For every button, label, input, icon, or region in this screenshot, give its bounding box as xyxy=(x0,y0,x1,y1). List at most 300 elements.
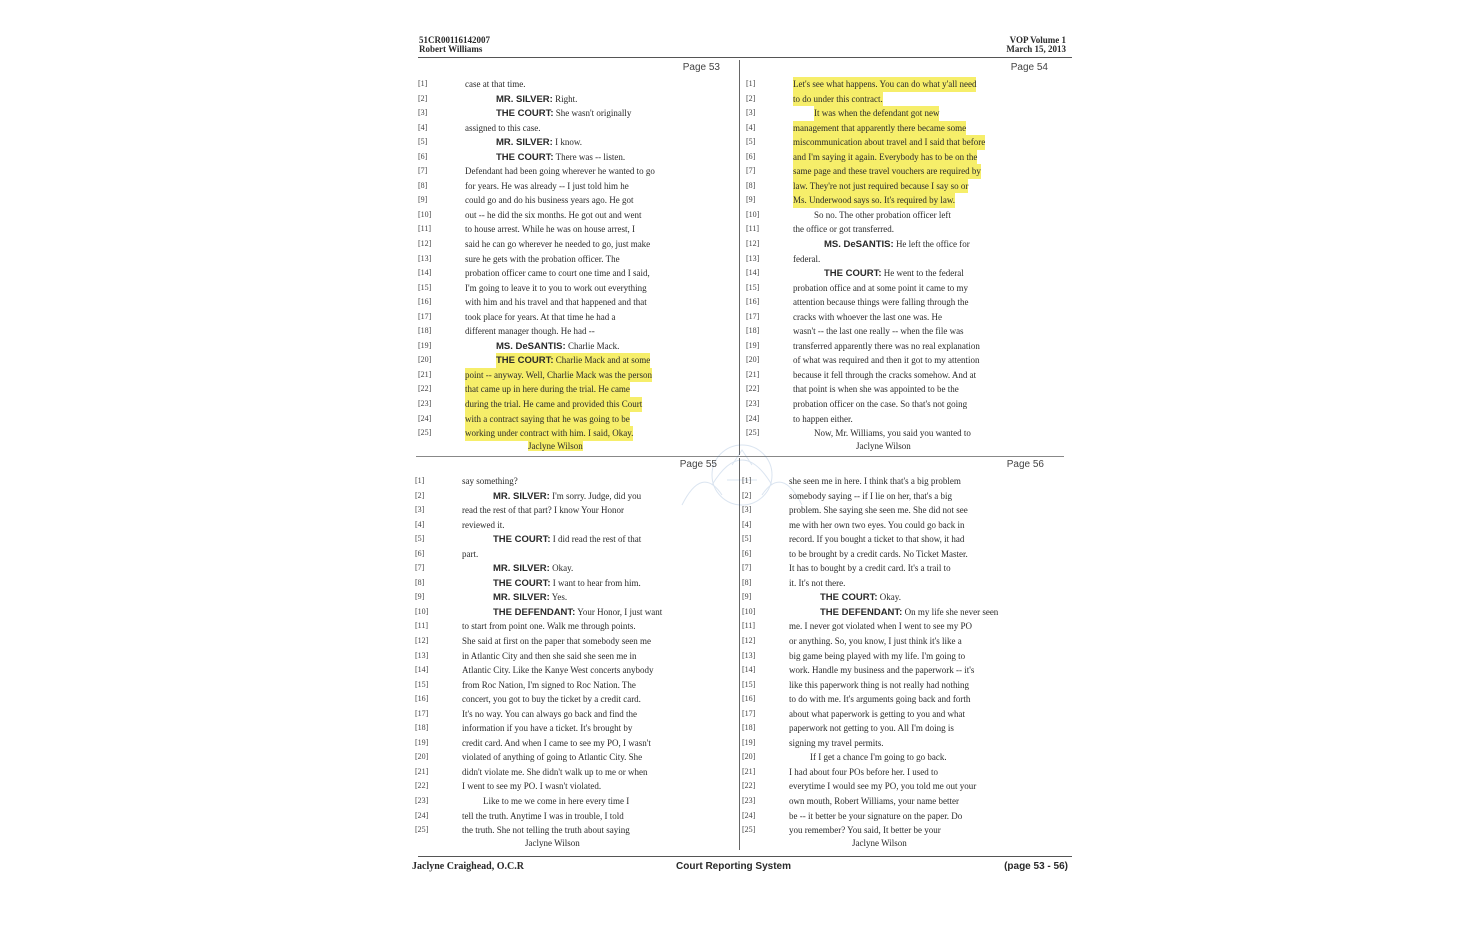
spoken-text: me with her own two eyes. You could go back in xyxy=(789,519,965,530)
header-left xyxy=(419,36,490,54)
line-text xyxy=(820,590,901,606)
line-text xyxy=(793,281,968,296)
spoken-text: miscommunication about travel and I said that before xyxy=(793,137,986,148)
line-number: [19] xyxy=(415,737,429,747)
line-text xyxy=(820,605,998,621)
transcript-line xyxy=(746,106,1064,121)
spoken-text: cracks with whoever the last one was. He xyxy=(793,311,942,322)
line-text xyxy=(789,547,968,562)
spoken-text: Okay. xyxy=(549,563,574,574)
line-number: [6] xyxy=(746,151,756,161)
spoken-text: paperwork not getting to you. All I'm doing is xyxy=(789,723,954,734)
line-text xyxy=(465,426,633,441)
line-number: [1] xyxy=(746,79,756,88)
line-number: [4] xyxy=(418,122,428,132)
line-text xyxy=(789,489,952,504)
spoken-text: to do with me. It's arguments going back and forth xyxy=(789,694,971,705)
spoken-text: Your Honor, I just want xyxy=(575,606,663,617)
page-number: Page 53 xyxy=(682,62,720,73)
transcript-line xyxy=(418,164,736,179)
transcript-line xyxy=(742,736,1060,751)
line-text xyxy=(462,765,647,780)
line-text xyxy=(793,179,968,194)
line-number: [11] xyxy=(742,621,756,631)
line-text xyxy=(789,779,976,794)
line-number: [1] xyxy=(742,476,752,485)
transcript-line xyxy=(418,121,736,136)
line-text xyxy=(465,237,650,252)
transcript-line xyxy=(742,547,1060,562)
spoken-text: Charlie Mack and at some xyxy=(553,355,651,366)
line-number: [13] xyxy=(415,650,429,660)
spoken-text: took place for years. At that time he had a xyxy=(465,311,616,322)
line-text xyxy=(493,576,641,592)
line-number: [17] xyxy=(746,311,760,321)
line-text xyxy=(793,92,883,107)
speaker-label: THE COURT: xyxy=(824,268,882,280)
line-number: [6] xyxy=(415,548,425,558)
transcript-line xyxy=(415,649,733,664)
line-text xyxy=(496,92,577,108)
line-text xyxy=(462,678,636,693)
spoken-text: It's no way. You can always go back and find the xyxy=(462,708,638,719)
transcript-line xyxy=(746,412,1064,427)
spoken-text: Charlie Mack. xyxy=(565,340,620,351)
spoken-text: the truth. She not telling the truth about saying xyxy=(462,825,630,836)
spoken-text: could go and do his business years ago. He got xyxy=(465,195,634,206)
line-number: [1] xyxy=(415,476,425,485)
spoken-text: to house arrest. While he was on house arrest, I xyxy=(465,224,636,235)
transcript-line xyxy=(418,237,736,252)
line-number: [17] xyxy=(418,311,432,321)
line-number: [20] xyxy=(746,355,760,365)
transcript-line xyxy=(415,605,733,620)
line-text xyxy=(793,397,967,412)
line-number: [18] xyxy=(415,723,429,733)
spoken-text: violated of anything of going to Atlantic City. She xyxy=(462,752,643,763)
spoken-text: She wasn't originally xyxy=(553,108,632,119)
line-text xyxy=(462,634,651,649)
line-text xyxy=(462,721,632,736)
line-number: [19] xyxy=(418,340,432,350)
spoken-text: point -- anyway. Well, Charlie Mack was the person xyxy=(465,369,652,380)
line-text xyxy=(465,164,655,179)
line-text xyxy=(462,518,504,533)
header-right xyxy=(1006,36,1066,54)
transcript-line xyxy=(742,576,1060,591)
transcript-page-54 xyxy=(746,62,1064,456)
line-number: [20] xyxy=(742,752,756,762)
line-number: [19] xyxy=(742,737,756,747)
spoken-text: it. It's not there. xyxy=(789,577,846,588)
reporter-signature: Jaclyne Wilson xyxy=(856,440,911,451)
line-number: [21] xyxy=(746,369,760,379)
spoken-text: information if you have a ticket. It's brought by xyxy=(462,723,633,734)
transcript-line xyxy=(418,150,736,165)
line-text xyxy=(462,823,630,838)
spoken-text: and I'm saying it again. Everybody has to be on the xyxy=(793,151,978,162)
line-text xyxy=(789,532,964,547)
line-text xyxy=(465,179,629,194)
line-number: [15] xyxy=(415,679,429,689)
transcript-line xyxy=(746,339,1064,354)
line-number: [23] xyxy=(415,796,429,806)
line-text xyxy=(496,339,619,355)
spoken-text: I'm sorry. Judge, did you xyxy=(549,490,642,501)
spoken-text: with a contract saying that he was going to be xyxy=(465,413,630,424)
spoken-text: I know. xyxy=(552,137,582,148)
line-text xyxy=(483,794,629,809)
line-number: [9] xyxy=(415,592,425,602)
spoken-text: law. They're not just required because I say so or xyxy=(793,180,969,191)
transcript-line xyxy=(746,397,1064,412)
line-number: [22] xyxy=(418,384,432,394)
speaker-label: MS. DeSANTIS: xyxy=(824,239,894,251)
transcript-line xyxy=(742,794,1060,809)
line-number: [12] xyxy=(742,636,756,646)
spoken-text: be -- it better be your signature on the paper. Do xyxy=(789,810,963,821)
spoken-text: So no. The other probation officer left xyxy=(814,209,951,220)
line-text xyxy=(789,619,972,634)
line-number: [11] xyxy=(418,224,432,234)
transcript-line xyxy=(418,208,736,223)
page-range: (page 53 - 56) xyxy=(1004,861,1068,872)
speaker-label: THE COURT: xyxy=(493,534,551,546)
speaker-label: MR. SILVER: xyxy=(493,563,550,575)
line-list xyxy=(742,474,1060,838)
transcript-line xyxy=(418,135,736,150)
line-number: [13] xyxy=(746,253,760,263)
transcript-line xyxy=(418,426,736,441)
line-number: [18] xyxy=(418,326,432,336)
transcript-line xyxy=(415,692,733,707)
transcript-line xyxy=(415,779,733,794)
line-text xyxy=(465,281,647,296)
line-text xyxy=(462,736,651,751)
line-number: [22] xyxy=(742,781,756,791)
line-number: [25] xyxy=(742,825,756,835)
line-number: [25] xyxy=(418,428,432,438)
line-number: [10] xyxy=(415,606,429,616)
transcript-line xyxy=(418,353,736,368)
line-text xyxy=(465,324,595,339)
speaker-label: THE DEFENDANT: xyxy=(820,606,903,618)
line-text xyxy=(793,382,959,397)
spoken-text: It has to bought by a credit card. It's a trail to xyxy=(789,563,951,574)
spoken-text: There was -- listen. xyxy=(553,151,626,162)
line-text xyxy=(462,692,641,707)
transcript-line xyxy=(415,619,733,634)
line-number: [13] xyxy=(742,650,756,660)
spoken-text: concert, you got to buy the ticket by a credit card. xyxy=(462,694,641,705)
transcript-line xyxy=(415,590,733,605)
line-text xyxy=(789,561,951,576)
spoken-text: I had about four POs before her. I used to xyxy=(789,766,938,777)
line-number: [9] xyxy=(746,195,756,205)
column-divider-top xyxy=(739,60,740,455)
line-text xyxy=(789,518,964,533)
line-text xyxy=(493,561,573,577)
transcript-line xyxy=(742,561,1060,576)
line-number: [17] xyxy=(415,708,429,718)
spoken-text: part. xyxy=(462,548,479,559)
line-number: [4] xyxy=(746,122,756,132)
transcript-line xyxy=(415,474,733,489)
line-number: [7] xyxy=(418,166,428,176)
speaker-label: MR. SILVER: xyxy=(496,137,553,149)
transcript-line xyxy=(742,605,1060,620)
line-list xyxy=(418,77,736,441)
line-text xyxy=(793,368,976,383)
transcript-line xyxy=(746,426,1064,441)
transcript-line xyxy=(418,193,736,208)
line-number: [12] xyxy=(746,239,760,249)
line-text xyxy=(462,779,601,794)
speaker-label: THE COURT: xyxy=(496,108,554,120)
system-name: Court Reporting System xyxy=(676,861,792,872)
hearing-date: March 15, 2013 xyxy=(1006,44,1066,54)
line-text xyxy=(465,193,633,208)
spoken-text: federal. xyxy=(793,253,821,264)
speaker-label: MS. DeSANTIS: xyxy=(496,340,566,352)
transcript-line xyxy=(742,663,1060,678)
line-number: [1] xyxy=(418,79,428,88)
line-text xyxy=(462,707,637,722)
spoken-text: out -- he did the six months. He got out and went xyxy=(465,209,642,220)
line-text xyxy=(465,368,652,383)
line-number: [14] xyxy=(742,665,756,675)
spoken-text: reviewed it. xyxy=(462,519,505,530)
spoken-text: to do under this contract. xyxy=(793,93,883,104)
spoken-text: I'm going to leave it to you to work out everything xyxy=(465,282,647,293)
line-text xyxy=(793,164,981,179)
transcript-line xyxy=(415,809,733,824)
line-text xyxy=(789,634,962,649)
spoken-text: during the trial. He came and provided this Court xyxy=(465,399,643,410)
footer-rule xyxy=(418,856,1072,857)
speaker-label: MR. SILVER: xyxy=(496,93,553,105)
spoken-text: He went to the federal xyxy=(881,268,964,279)
line-text xyxy=(793,324,964,339)
line-number: [23] xyxy=(742,796,756,806)
spoken-text: Ms. Underwood says so. It's required by law. xyxy=(793,195,956,206)
transcript-page-56 xyxy=(742,459,1060,853)
line-number: [14] xyxy=(746,268,760,278)
transcript-line xyxy=(418,412,736,427)
transcript-line xyxy=(746,353,1064,368)
line-text xyxy=(793,121,966,136)
spoken-text: to be brought by a credit cards. No Ticket Master. xyxy=(789,548,968,559)
transcript-line xyxy=(415,794,733,809)
line-number: [7] xyxy=(415,563,425,573)
transcript-line xyxy=(418,339,736,354)
spoken-text: or anything. So, you know, I just think it's like a xyxy=(789,636,962,647)
line-number: [10] xyxy=(746,209,760,219)
spoken-text: like this paperwork thing is not really had nothing xyxy=(789,679,969,690)
spoken-text: management that apparently there became some xyxy=(793,122,967,133)
spoken-text: that point is when she was appointed to be the xyxy=(793,384,959,395)
line-text xyxy=(810,750,947,765)
transcript-line xyxy=(415,736,733,751)
spoken-text: He left the office for xyxy=(893,239,970,250)
spoken-text: me. I never got violated when I went to see my PO xyxy=(789,621,972,632)
line-number: [4] xyxy=(742,519,752,529)
spoken-text: work. Handle my business and the paperwork -- it's xyxy=(789,665,975,676)
line-text xyxy=(793,295,968,310)
line-number: [21] xyxy=(418,369,432,379)
line-number: [3] xyxy=(742,505,752,515)
line-number: [8] xyxy=(742,577,752,587)
line-number: [9] xyxy=(742,592,752,602)
line-list xyxy=(746,77,1064,441)
transcript-line xyxy=(415,678,733,693)
page-number: Page 56 xyxy=(1006,459,1044,470)
transcript-line xyxy=(418,252,736,267)
spoken-text: attention because things were falling through the xyxy=(793,297,969,308)
transcript-line xyxy=(415,503,733,518)
line-text xyxy=(462,809,624,824)
line-number: [5] xyxy=(415,534,425,544)
line-number: [12] xyxy=(415,636,429,646)
line-number: [3] xyxy=(418,108,428,118)
line-number: [4] xyxy=(415,519,425,529)
line-number: [2] xyxy=(418,93,428,103)
transcript-line xyxy=(418,397,736,412)
line-number: [2] xyxy=(415,490,425,500)
transcript-line xyxy=(742,649,1060,664)
transcript-line xyxy=(746,179,1064,194)
line-text xyxy=(789,649,965,664)
reporter-signature: Jaclyne Wilson xyxy=(528,440,583,451)
transcript-line xyxy=(415,663,733,678)
transcript-line xyxy=(418,281,736,296)
line-text xyxy=(789,736,884,751)
spoken-text: same page and these travel vouchers are required by xyxy=(793,166,981,177)
line-text xyxy=(824,237,970,253)
spoken-text: sure he gets with the probation officer. The xyxy=(465,253,620,264)
spoken-text: credit card. And when I came to see my PO, I wasn't xyxy=(462,737,651,748)
transcript-line xyxy=(418,266,736,281)
transcript-line xyxy=(742,765,1060,780)
line-text xyxy=(789,823,941,838)
line-text xyxy=(462,547,478,562)
case-number: 51CR00116142007 xyxy=(419,35,491,45)
line-text xyxy=(793,222,894,237)
line-number: [8] xyxy=(415,577,425,587)
line-number: [5] xyxy=(418,137,428,147)
transcript-line xyxy=(742,532,1060,547)
line-text xyxy=(462,474,518,489)
speaker-label: THE COURT: xyxy=(496,151,554,163)
line-number: [25] xyxy=(415,825,429,835)
transcript-line xyxy=(746,368,1064,383)
line-text xyxy=(789,474,961,489)
transcript-line xyxy=(418,324,736,339)
line-text xyxy=(793,412,853,427)
line-text xyxy=(789,678,969,693)
transcript-line xyxy=(418,310,736,325)
spoken-text: Now, Mr. Williams, you said you wanted to xyxy=(814,428,971,439)
page-number: Page 54 xyxy=(1010,62,1048,73)
spoken-text: wasn't -- the last one really -- when the file was xyxy=(793,326,964,337)
line-text xyxy=(462,503,624,518)
spoken-text: Like to me we come in here every time I xyxy=(483,796,630,807)
line-number: [21] xyxy=(742,766,756,776)
line-text xyxy=(789,765,938,780)
transcript-line xyxy=(415,765,733,780)
spoken-text: Atlantic City. Like the Kanye West concerts anybody xyxy=(462,665,654,676)
spoken-text: record. If you bought a ticket to that show, it had xyxy=(789,534,965,545)
spoken-text: Okay. xyxy=(877,592,901,603)
speaker-label: MR. SILVER: xyxy=(493,490,550,502)
spoken-text: probation officer came to court one time and I said, xyxy=(465,268,650,279)
transcript-line xyxy=(746,164,1064,179)
line-text xyxy=(465,252,620,267)
transcript-line xyxy=(415,576,733,591)
transcript-line xyxy=(742,692,1060,707)
spoken-text: everytime I would see my PO, you told me out your xyxy=(789,781,977,792)
volume-label: VOP Volume 1 xyxy=(1009,35,1066,45)
transcript-line xyxy=(746,281,1064,296)
line-number: [20] xyxy=(415,752,429,762)
spoken-text: Let's see what happens. You can do what y'all need xyxy=(793,79,977,89)
reporter-name: Jaclyne Craighead, O.C.R xyxy=(412,861,524,872)
transcript-line xyxy=(415,561,733,576)
transcript-line xyxy=(742,750,1060,765)
spoken-text: I did read the rest of that xyxy=(550,534,642,545)
line-text xyxy=(814,426,971,441)
spoken-text: I went to see my PO. I wasn't violated. xyxy=(462,781,602,792)
line-text xyxy=(496,106,631,122)
line-number: [24] xyxy=(418,413,432,423)
line-number: [18] xyxy=(742,723,756,733)
spoken-text: working under contract with him. I said, Okay. xyxy=(465,428,634,439)
line-text xyxy=(793,77,976,92)
line-number: [23] xyxy=(418,399,432,409)
transcript-line xyxy=(746,92,1064,107)
spoken-text: didn't violate me. She didn't walk up to me or when xyxy=(462,766,648,777)
transcript-line xyxy=(418,222,736,237)
spoken-text: for years. He was already -- I just told him he xyxy=(465,180,629,191)
line-number: [15] xyxy=(742,679,756,689)
spoken-text: say something? xyxy=(462,476,518,486)
transcript-line xyxy=(418,179,736,194)
line-number: [11] xyxy=(746,224,760,234)
header-rule xyxy=(418,57,1072,58)
transcript-page-53 xyxy=(418,62,736,456)
transcript-line xyxy=(742,518,1060,533)
line-number: [7] xyxy=(746,166,756,176)
line-number: [11] xyxy=(415,621,429,631)
line-text xyxy=(814,208,951,223)
spoken-text: of what was required and then it got to my attention xyxy=(793,355,980,366)
line-text xyxy=(493,532,641,548)
line-text xyxy=(789,663,974,678)
spoken-text: big game being played with my life. I'm going to xyxy=(789,650,966,661)
line-number: [14] xyxy=(418,268,432,278)
transcript-line xyxy=(742,707,1060,722)
line-number: [21] xyxy=(415,766,429,776)
transcript-line xyxy=(415,750,733,765)
line-text xyxy=(793,339,980,354)
line-text xyxy=(789,503,968,518)
spoken-text: in Atlantic City and then she said she seen me in xyxy=(462,650,637,661)
spoken-text: It was when the defendant got new xyxy=(814,108,940,119)
transcript-line xyxy=(415,634,733,649)
line-number: [2] xyxy=(742,490,752,500)
transcript-line xyxy=(415,518,733,533)
line-text xyxy=(465,310,615,325)
